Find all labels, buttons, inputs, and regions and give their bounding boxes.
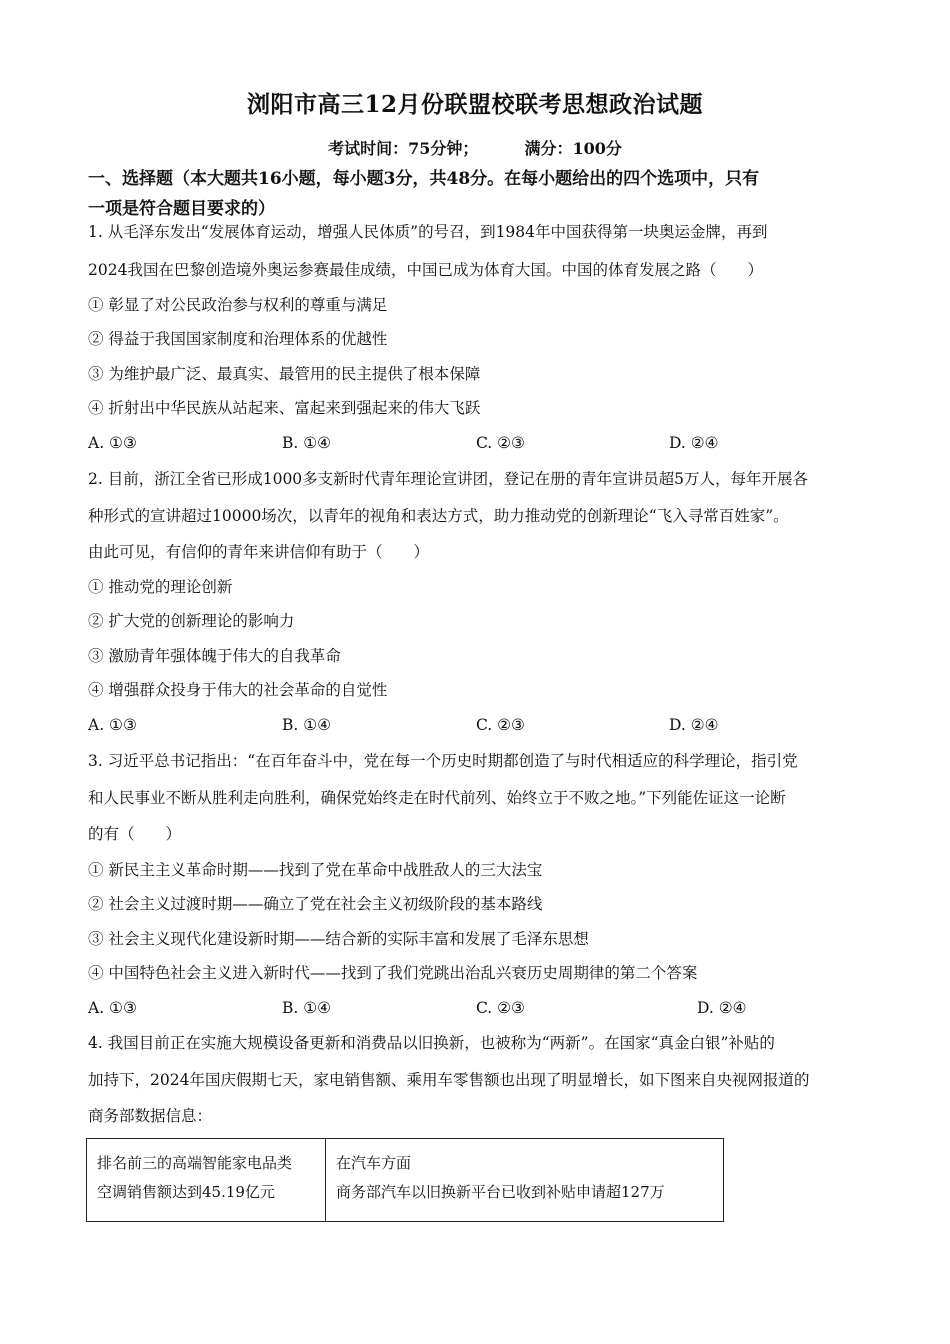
- table-cell-text: 在汽车方面: [336, 1154, 412, 1172]
- question-2-item: ③ 激励青年强体魄于伟大的自我革命: [88, 647, 341, 665]
- question-3-option-b: B. ①④: [282, 999, 332, 1017]
- question-3-option-d: D. ②④: [697, 999, 747, 1017]
- question-3-item: ③ 社会主义现代化建设新时期——结合新的实际丰富和发展了毛泽东思想: [88, 930, 589, 948]
- data-table: [86, 1138, 724, 1222]
- question-4-stem: 加持下，2024年国庆假期七天，家电销售额、乘用车零售额也出现了明显增长，如下图来自央视网报道的: [88, 1071, 810, 1089]
- question-3-stem: 和人民事业不断从胜利走向胜利，确保党始终走在时代前列、始终立于不败之地。”下列能佐证这一论断: [88, 789, 786, 807]
- question-4-stem: 4. 我国目前正在实施大规模设备更新和消费品以旧换新，也被称为“两新”。在国家“真金白银”补贴的: [88, 1034, 775, 1052]
- question-1-option-d: D. ②④: [669, 434, 719, 452]
- question-1-item: ③ 为维护最广泛、最真实、最管用的民主提供了根本保障: [88, 365, 481, 383]
- question-2-option-a: A. ①③: [88, 716, 137, 734]
- full-score: 满分：100分: [524, 139, 622, 158]
- question-1-item: ① 彰显了对公民政治参与权利的尊重与满足: [88, 296, 388, 314]
- exam-info: [0, 136, 950, 159]
- question-1-stem: 2024我国在巴黎创造境外奥运参赛最佳成绩，中国已成为体育大国。中国的体育发展之路（ ）: [88, 261, 763, 279]
- question-1-stem: 1. 从毛泽东发出“发展体育运动，增强人民体质”的号召，到1984年中国获得第一块奥运金牌，再到: [88, 223, 768, 241]
- question-2-option-b: B. ①④: [282, 716, 332, 734]
- question-2-stem: 由此可见，有信仰的青年来讲信仰有助于（ ）: [88, 543, 430, 561]
- question-2-option-d: D. ②④: [669, 716, 719, 734]
- question-2-stem: 种形式的宣讲超过10000场次，以青年的视角和表达方式，助力推动党的创新理论“飞入寻常百姓家”。: [88, 507, 789, 525]
- question-3-stem: 的有（ ）: [88, 825, 182, 843]
- table-cell-text: 空调销售额达到45.19亿元: [97, 1183, 275, 1201]
- question-2-item: ② 扩大党的创新理论的影响力: [88, 612, 295, 630]
- question-3-item: ① 新民主主义革命时期——找到了党在革命中战胜敌人的三大法宝: [88, 861, 543, 879]
- table-cell-automobiles: [326, 1139, 724, 1222]
- question-3-item: ② 社会主义过渡时期——确立了党在社会主义初级阶段的基本路线: [88, 895, 543, 913]
- question-3-stem: 3. 习近平总书记指出：“在百年奋斗中，党在每一个历史时期都创造了与时代相适应的科学理论，指引党: [88, 752, 798, 770]
- question-3-option-a: A. ①③: [88, 999, 137, 1017]
- question-3-item: ④ 中国特色社会主义进入新时代——找到了我们党跳出治乱兴衰历史周期律的第二个答案: [88, 964, 698, 982]
- question-2-option-c: C. ②③: [476, 716, 525, 734]
- section-heading-line: 一项是符合题目要求的）: [88, 199, 275, 219]
- table-cell-text: 商务部汽车以旧换新平台已收到补贴申请超127万: [336, 1183, 665, 1201]
- table-cell-text: 排名前三的高端智能家电品类: [97, 1154, 293, 1172]
- question-2-item: ④ 增强群众投身于伟大的社会革命的自觉性: [88, 681, 388, 699]
- question-4-stem: 商务部数据信息：: [88, 1107, 213, 1125]
- question-2-item: ① 推动党的理论创新: [88, 578, 233, 596]
- exam-time: 考试时间：75分钟；: [328, 139, 479, 158]
- question-2-stem: 2. 目前，浙江全省已形成1000多支新时代青年理论宣讲团，登记在册的青年宣讲员超5万人，每年开展各: [88, 470, 809, 488]
- question-1-option-a: A. ①③: [88, 434, 137, 452]
- question-1-item: ② 得益于我国国家制度和治理体系的优越性: [88, 330, 388, 348]
- table-cell-appliances: [87, 1139, 326, 1222]
- question-3-option-c: C. ②③: [476, 999, 525, 1017]
- page-title: 浏阳市高三12月份联盟校联考思想政治试题: [246, 91, 703, 118]
- question-1-option-b: B. ①④: [282, 434, 332, 452]
- question-1-option-c: C. ②③: [476, 434, 525, 452]
- table-row: [87, 1139, 724, 1222]
- section-heading-line: 一、选择题（本大题共16小题，每小题3分，共48分。在每小题给出的四个选项中，只有: [88, 169, 760, 189]
- question-1-item: ④ 折射出中华民族从站起来、富起来到强起来的伟大飞跃: [88, 399, 481, 417]
- section-heading: [88, 164, 868, 224]
